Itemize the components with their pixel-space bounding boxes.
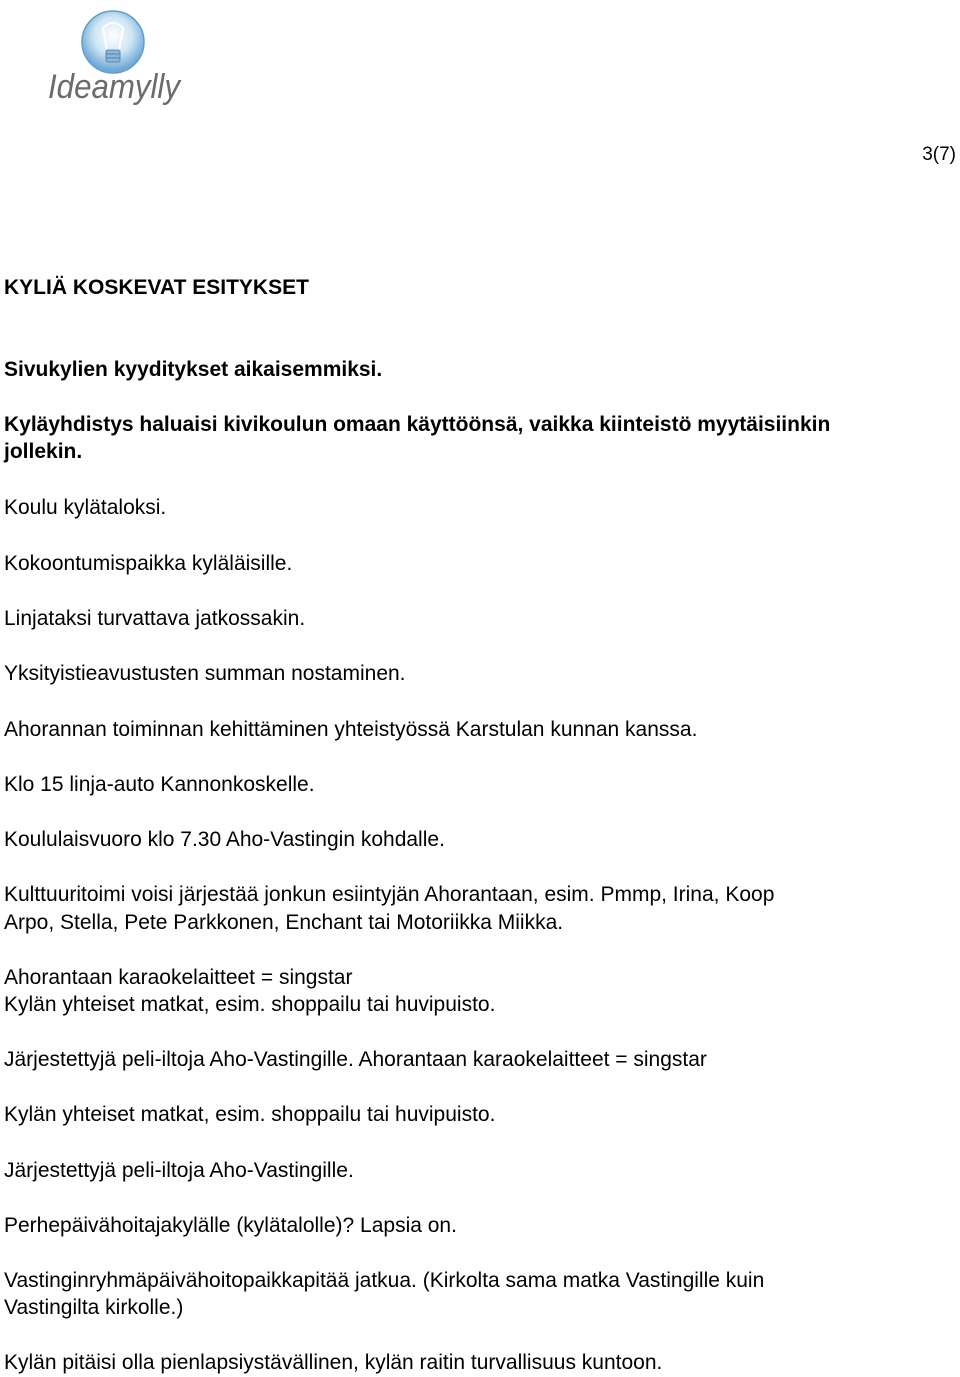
list-item: Vastinginryhmäpäivähoitopaikkapitää jatkua. (Kirkolta sama matka Vastingille kuin [4, 1269, 765, 1292]
logo [44, 6, 194, 110]
list-item: Ahorantaan karaokelaitteet = singstar [4, 966, 353, 989]
list-item: Kylän yhteiset matkat, esim. shoppailu tai huvipuisto. [4, 1103, 496, 1126]
list-item-continuation: Vastingilta kirkolle.) [4, 1296, 184, 1319]
page-number: 3(7) [922, 144, 956, 165]
list-item: Kokoontumispaikka kyläläisille. [4, 552, 293, 575]
list-item: Kyläyhdistys haluaisi kivikoulun omaan käyttöönsä, vaikka kiinteistö myytäisiinkin [4, 413, 831, 436]
list-item: Järjestettyjä peli-iltoja Aho-Vastingille. Ahorantaan karaokelaitteet = singstar [4, 1048, 707, 1071]
list-item: Linjataksi turvattava jatkossakin. [4, 607, 306, 630]
logo-wordmark: Ideamylly [48, 68, 182, 106]
list-item: Yksityistieavustusten summan nostaminen. [4, 662, 406, 685]
list-item: Perhepäivähoitajakylälle (kylätalolle)? Lapsia on. [4, 1214, 457, 1237]
list-item: Järjestettyjä peli-iltoja Aho-Vastingille. [4, 1159, 354, 1182]
list-item: Kylän pitäisi olla pienlapsiystävällinen, kylän raitin turvallisuus kuntoon. [4, 1351, 663, 1374]
list-item-continuation: Arpo, Stella, Pete Parkkonen, Enchant tai Motoriikka Miikka. [4, 911, 564, 934]
list-item-continuation: jollekin. [4, 440, 83, 463]
list-item: Klo 15 linja-auto Kannonkoskelle. [4, 773, 315, 796]
list-item: Kulttuuritoimi voisi järjestää jonkun esiintyjän Ahorantaan, esim. Pmmp, Irina, Koop [4, 883, 775, 906]
list-item: Ahorannan toiminnan kehittäminen yhteistyössä Karstulan kunnan kanssa. [4, 718, 698, 741]
list-item: Koululaisvuoro klo 7.30 Aho-Vastingin kohdalle. [4, 828, 445, 851]
section-heading: KYLIÄ KOSKEVAT ESITYKSET [4, 276, 309, 299]
list-item: Sivukylien kyyditykset aikaisemmiksi. [4, 358, 383, 381]
list-item-continuation: Kylän yhteiset matkat, esim. shoppailu tai huvipuisto. [4, 993, 496, 1016]
lightbulb-icon [44, 6, 194, 110]
list-item: Koulu kylätaloksi. [4, 496, 167, 519]
